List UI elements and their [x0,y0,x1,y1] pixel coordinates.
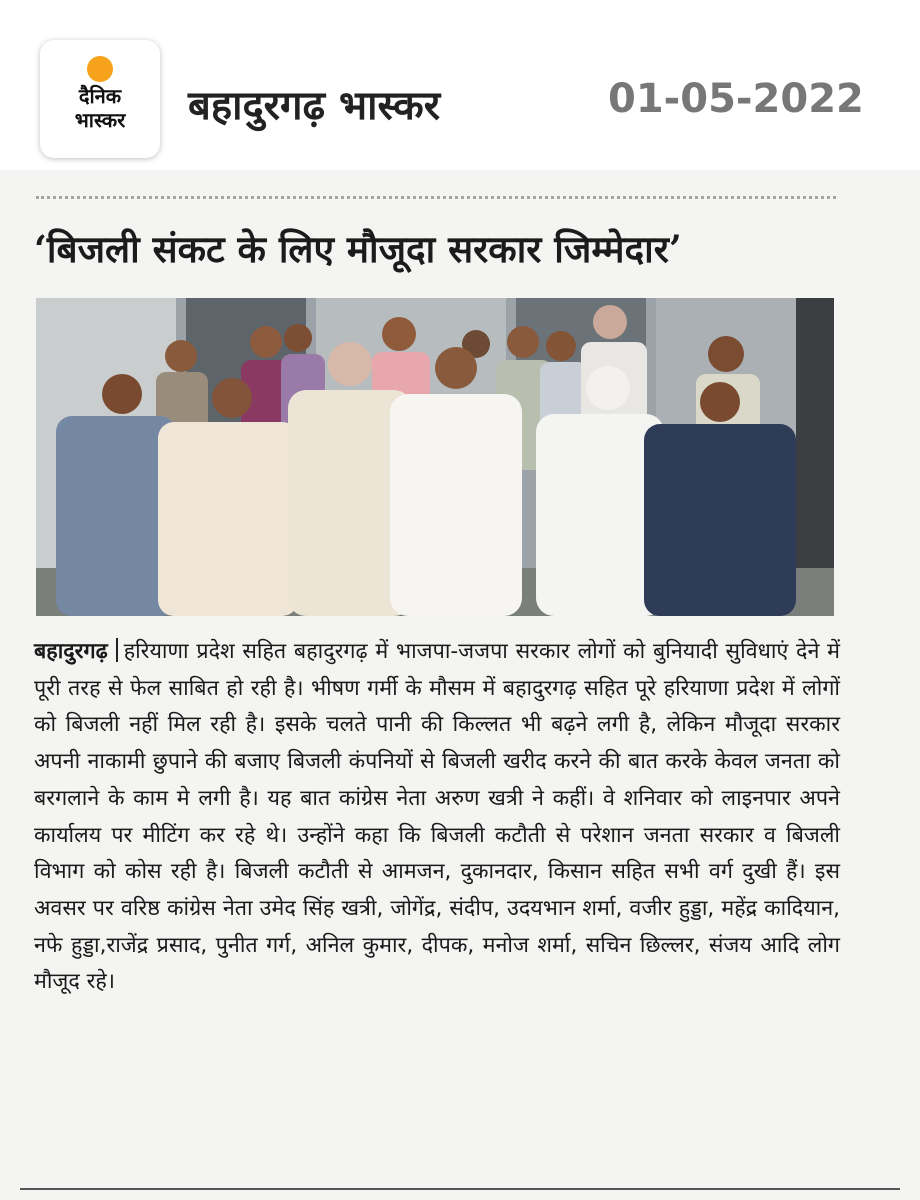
logo-text-line2: भास्कर [74,108,126,132]
edition-title: बहादुरगढ़ भास्कर [188,83,441,129]
logo-text-line1: दैनिक [78,84,122,108]
dateline-separator [116,638,118,662]
dainik-bhaskar-logo[interactable] [40,40,160,158]
article-photo [36,298,834,616]
article-headline: ‘बिजली संकट के लिए मौजूदा सरकार जिम्मेदार’ [34,227,682,271]
article-body-text: हरियाणा प्रदेश सहित बहादुरगढ़ में भाजपा-जजपा सरकार लोगों को बुनियादी सुविधाएं देने में पूरी तरह से फेल साबित हो रही है। भीषण गर्मी के मौसम में बहादुरगढ़ सहित पूरे हरियाणा प्रदेश में लोगों को बिजली नहीं मिल रही है। इसके चलते पानी की किल्लत भी बढ़ने लगी है, लेकिन मौजूदा सरकार अपनी नाकामी छुपाने की बजाए बिजली कंपनियों से बिजली खरीद करने की बात करके केवल जनता को बरगलाने के काम मे लगी है। यह बात कांग्रेस नेता अरुण खत्री ने कहीं। वे शनिवार को लाइनपार अपने कार्यालय पर मीटिंग कर रहे थे। उन्होंने कहा कि बिजली कटौती से परेशान जनता सरकार व बिजली विभाग को कोस रही है। बिजली कटौती से आमजन, दुकानदार, किसान सहित सभी वर्ग दुखी हैं। इस अवसर पर वरिष्ठ कांग्रेस नेता उमेद सिंह खत्री, जोगेंद्र, संदीप, उदयभान शर्मा, वजीर हुड्डा, महेंद्र कादियान, नफे हुड्डा,राजेंद्र प्रसाद, पुनीत गर्ग, अनिल कुमार, दीपक, मनोज शर्मा, सचिन छिल्लर, संजय आदि लोग मौजूद रहे। [34,639,840,995]
article-body [34,634,840,1001]
sun-icon [87,56,113,82]
cut-line-divider [36,196,836,209]
bottom-divider [20,1188,900,1190]
header-bar [0,0,920,170]
edition-date: 01-05-2022 [608,76,864,122]
article-dateline: बहादुरगढ़ [34,639,108,664]
